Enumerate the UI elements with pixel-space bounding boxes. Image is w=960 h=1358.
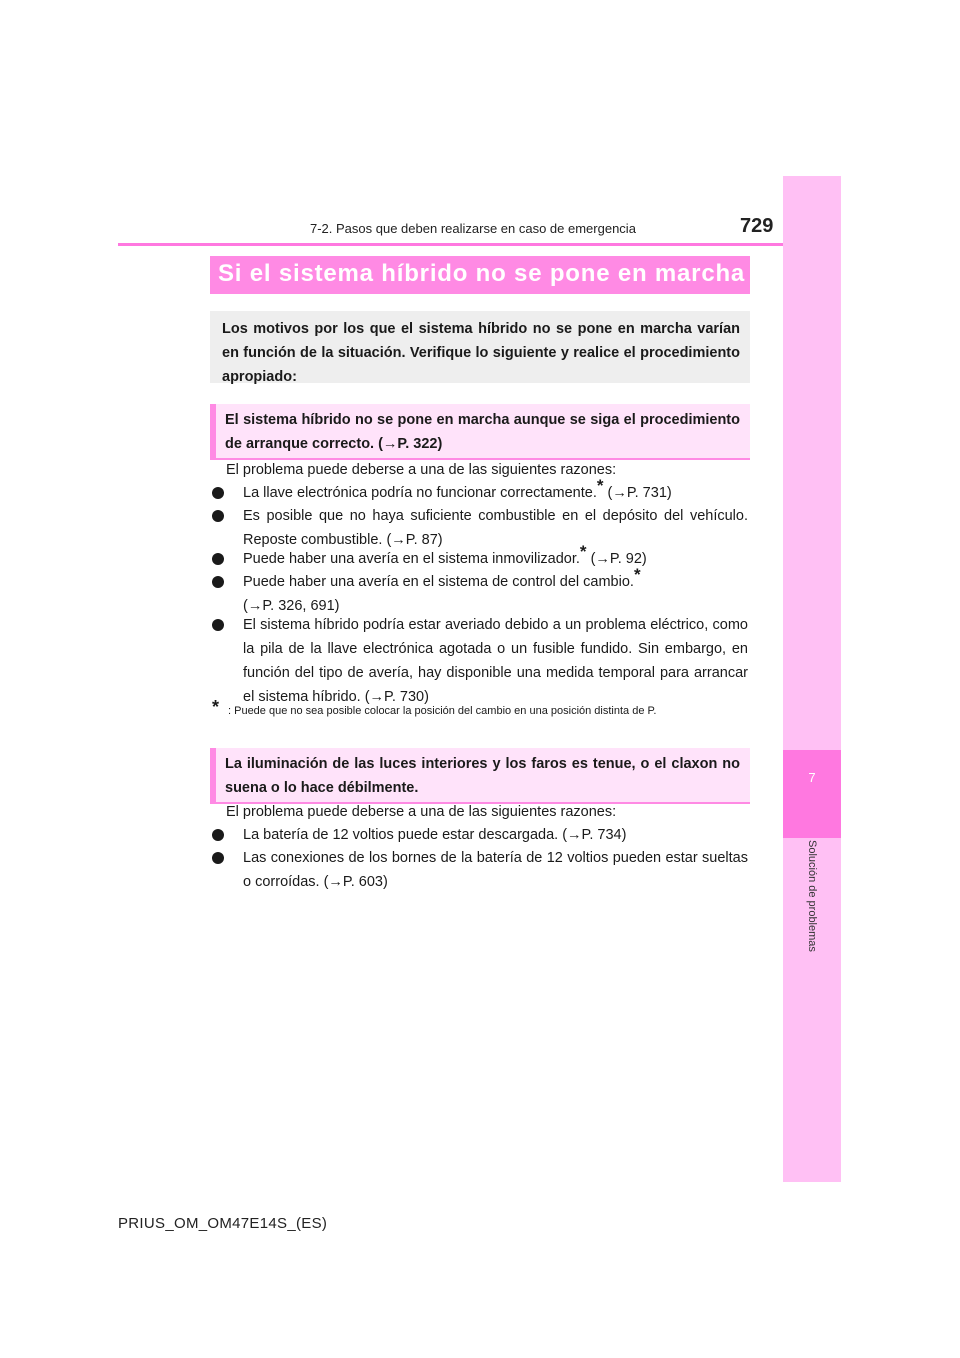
header-divider (118, 243, 783, 246)
section2-heading-text: La iluminación de las luces interiores y los faros es tenue, o el claxon no suena o lo hace débilmente. (225, 756, 740, 796)
chapter-number: 7 (808, 770, 816, 785)
footnote-text: : Puede que no sea posible colocar la posición del cambio en una posición distinta de P. (228, 705, 657, 717)
footer-doc-code: PRIUS_OM_OM47E14S_(ES) (118, 1215, 328, 1232)
list-item: Puede haber una avería en el sistema de control del cambio.* (→P. 326, 691) (212, 570, 748, 618)
bullet-icon (212, 510, 224, 522)
list-item: La llave electrónica podría no funcionar correctamente.* (→P. 731) (212, 481, 748, 505)
section1-lead: El problema puede deberse a una de las siguientes razones: (226, 462, 617, 478)
bullet-icon (212, 829, 224, 841)
footnote-marker: * (633, 565, 641, 584)
bullet-icon (212, 487, 224, 499)
chapter-label-container (784, 840, 840, 970)
list-item: El sistema híbrido podría estar averiado debido a un problema eléctrico, como la pila de la llave electrónica agotada o un fusible fundido. Sin embargo, en función del tipo de avería, hay disponible una medida temporal para arrancar el sistema híbrido. (→P. 730) (212, 613, 748, 709)
bullet-icon (212, 576, 224, 588)
page-title: Si el sistema híbrido no se pone en marcha (218, 260, 746, 287)
bullet-icon (212, 852, 224, 864)
footnote (212, 697, 748, 719)
section1-heading (210, 404, 750, 460)
list-item: Es posible que no haya suficiente combustible en el depósito del vehículo. Reposte combustible. (→P. 87) (212, 504, 748, 552)
page-title-bar (210, 256, 750, 294)
chapter-label: Solución de problemas (806, 840, 818, 952)
bullet-icon (212, 553, 224, 565)
list-item: Las conexiones de los bornes de la batería de 12 voltios pueden estar sueltas o corroídas. (→P. 603) (212, 846, 748, 894)
chapter-side-tab (783, 176, 841, 1182)
footnote-star: * (212, 697, 220, 717)
bullet-icon (212, 619, 224, 631)
section2-heading (210, 748, 750, 804)
intro-box (210, 311, 750, 383)
header-section-title: 7-2. Pasos que deben realizarse en caso de emergencia (310, 221, 636, 236)
list-item: Puede haber una avería en el sistema inmovilizador.* (→P. 92) (212, 547, 748, 571)
footnote-marker: * (596, 476, 604, 495)
page-number: 729 (740, 215, 774, 237)
section1-heading-text: El sistema híbrido no se pone en marcha aunque se siga el procedimiento de arranque correcto. (→P. 322) (225, 412, 740, 452)
intro-text: Los motivos por los que el sistema híbrido no se pone en marcha varían en función de la situación. Verifique lo siguiente y realice el procedimiento apropiado: (222, 321, 740, 385)
chapter-number-tab (783, 750, 841, 838)
list-item: La batería de 12 voltios puede estar descargada. (→P. 734) (212, 823, 748, 847)
footnote-marker: * (579, 542, 587, 561)
section2-lead: El problema puede deberse a una de las siguientes razones: (226, 804, 617, 820)
